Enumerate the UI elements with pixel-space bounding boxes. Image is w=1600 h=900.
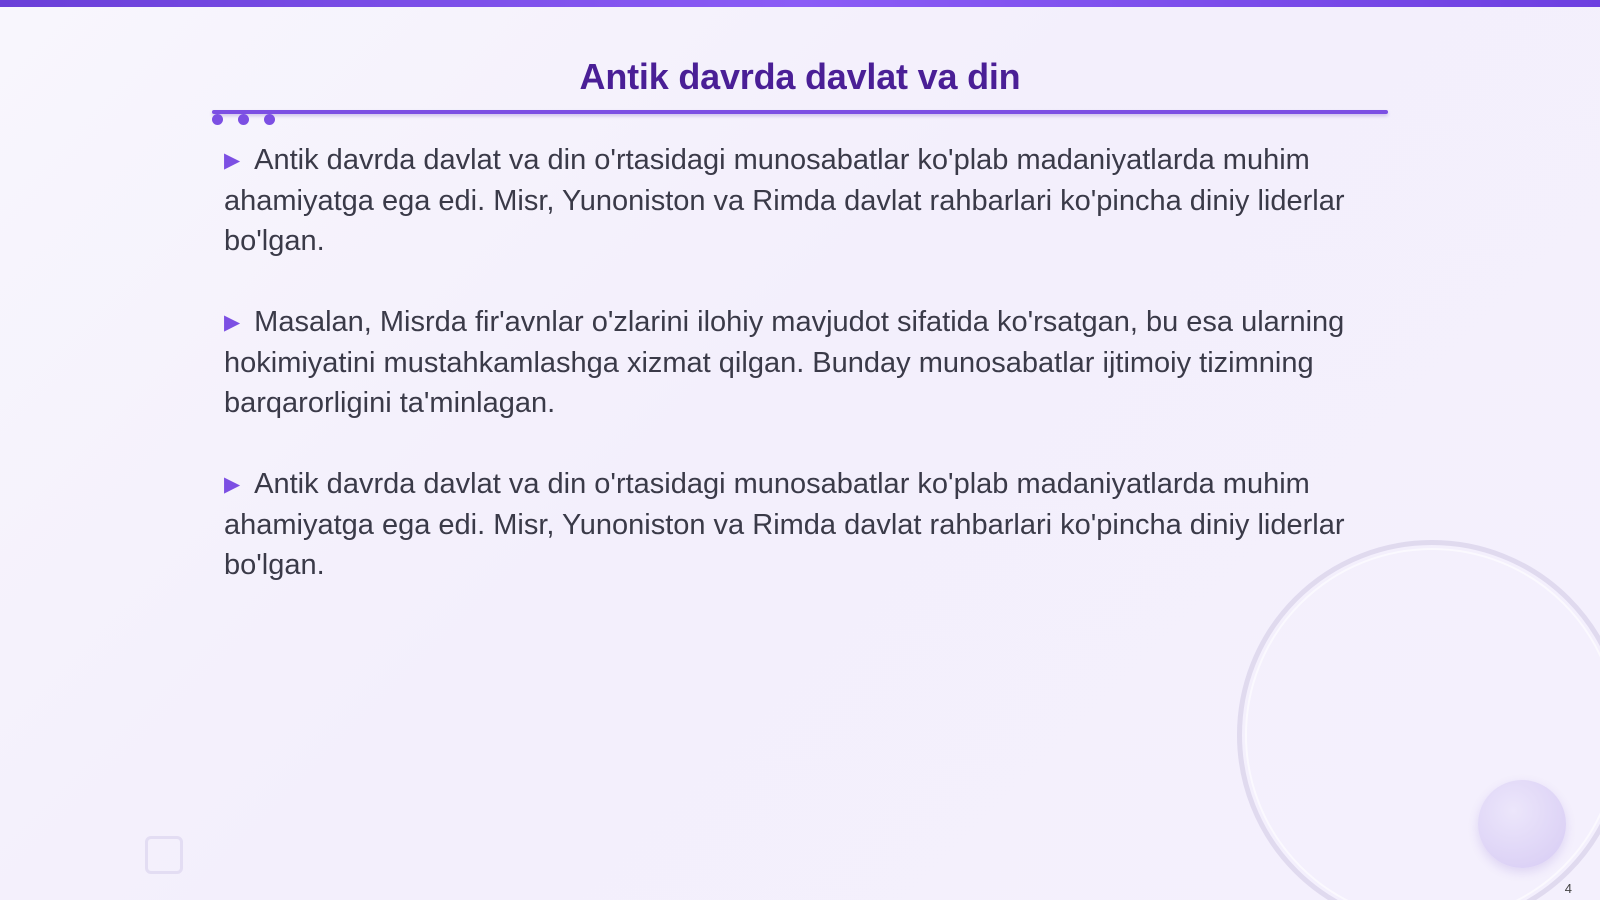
page-number: 4 xyxy=(1564,881,1572,896)
triangle-bullet-icon: ▶ xyxy=(224,311,241,334)
triangle-bullet-icon: ▶ xyxy=(224,149,241,172)
title-underline xyxy=(212,110,1388,114)
underline-dot xyxy=(238,114,249,125)
bullet-item xyxy=(224,140,1384,261)
bullet-item xyxy=(224,464,1384,585)
bullet-item xyxy=(224,302,1384,423)
decorative-square xyxy=(145,836,183,874)
bullet-list xyxy=(224,140,1384,626)
underline-dot xyxy=(264,114,275,125)
underline-dots xyxy=(212,114,282,126)
slide-title: Antik davrda davlat va din xyxy=(579,56,1021,97)
underline-dot xyxy=(212,114,223,125)
bullet-text: Antik davrda davlat va din o'rtasidagi munosabatlar ko'plab madaniyatlarda muhim ahamiyatga ega edi. Misr, Yunoniston va Rimda davlat rahbarlari ko'pincha diniy liderlar bo'lgan. xyxy=(224,144,1345,257)
bullet-text: Masalan, Misrda fir'avnlar o'zlarini ilohiy mavjudot sifatida ko'rsatgan, bu esa ularning hokimiyatini mustahkamlashga xizmat qilgan. Bunday munosabatlar ijtimoiy tizimning barqarorligini ta'minlagan. xyxy=(224,306,1345,419)
decorative-orb xyxy=(1478,780,1566,868)
triangle-bullet-icon: ▶ xyxy=(224,473,241,496)
bullet-text: Antik davrda davlat va din o'rtasidagi munosabatlar ko'plab madaniyatlarda muhim ahamiyatga ega edi. Misr, Yunoniston va Rimda davlat rahbarlari ko'pincha diniy liderlar bo'lgan. xyxy=(224,468,1345,581)
top-accent-bar xyxy=(0,0,1600,7)
